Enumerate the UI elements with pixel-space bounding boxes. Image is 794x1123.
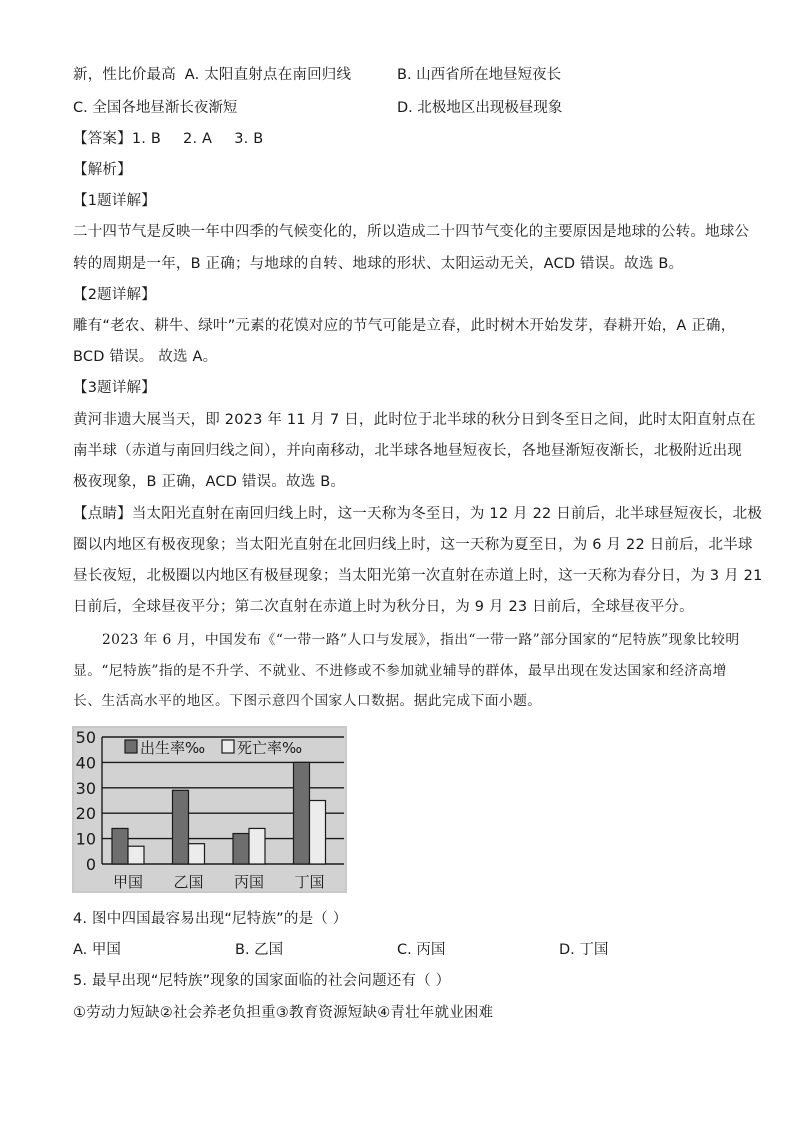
x-tick-label: 丁国 — [294, 873, 325, 891]
stem-line-1: 2023 年 6 月，中国发布《“一带一路”人口与发展》，指出“一带一路”部分国家的“尼特族”现象比较明 — [102, 632, 740, 648]
bar-乙国-死亡率‰ — [189, 844, 205, 864]
legend-swatch — [222, 740, 234, 753]
legend-swatch — [125, 740, 137, 753]
q3-line-1: 黄河非遗大展当天，即 2023 年 11 月 7 日，此时位于北半球的秋分日到冬至日之间，此时太阳直射点在 — [73, 412, 756, 428]
x-tick-label: 甲国 — [112, 873, 144, 891]
q3-option-d: D. 北极地区出现极昼现象 — [397, 100, 563, 116]
stem-line-2: 显。“尼特族”指的是不升学、不就业、不进修或不参加就业辅导的群体，最早出现在发达国家和经济高增 — [73, 663, 727, 679]
tip-line-2: 圈以内地区有极夜现象；当太阳光直射在北回归线上时，这一天称为夏至日，为 6 月 22 日前后，北半球 — [73, 537, 753, 553]
q5-options: ①劳动力短缺②社会养老负担重③教育资源短缺④青壮年就业困难 — [73, 1005, 494, 1021]
bar-乙国-出生率‰ — [173, 790, 189, 864]
y-tick-label: 0 — [85, 855, 96, 874]
bar-甲国-死亡率‰ — [128, 846, 144, 864]
q1-title: 【1题详解】 — [73, 193, 156, 209]
q4-option-b: B. 乙国 — [235, 942, 284, 958]
q4-option-d: D. 丁国 — [559, 942, 609, 958]
answer-item-1: 1. B — [131, 131, 162, 147]
bar-丁国-出生率‰ — [294, 762, 310, 864]
y-tick-label: 10 — [75, 829, 96, 849]
bar-丁国-死亡率‰ — [310, 801, 326, 865]
x-tick-label: 丙国 — [233, 873, 265, 891]
tip-line-1 — [73, 504, 762, 524]
q3-line-3: 极夜现象，B 正确，ACD 错误。故选 B。 — [73, 474, 346, 490]
q4-option-c: C. 丙国 — [397, 942, 446, 958]
q2-line-2: BCD 错误。 故选 A。 — [73, 349, 218, 365]
tip-label: 【点睛】 — [73, 506, 132, 522]
bar-甲国-出生率‰ — [112, 828, 128, 864]
answer-item-3: 3. B — [234, 131, 264, 147]
q3-prefix-text: 新，性比价最高 — [73, 67, 176, 83]
y-tick-label: 40 — [75, 753, 96, 773]
q3-title: 【3题详解】 — [73, 380, 156, 396]
q4-option-a: A. 甲国 — [73, 942, 121, 958]
q3-line-2: 南半球（赤道与南回归线之间），并向南移动，北半球各地昼短夜长，各地昼渐短夜渐长，北极附近出现 — [73, 443, 742, 459]
y-tick-label: 50 — [75, 728, 96, 747]
population-bar-chart — [72, 726, 347, 893]
x-tick-label: 乙国 — [173, 873, 204, 891]
q4-stem: 4. 图中四国最容易出现“尼特族”的是（ ） — [73, 911, 348, 927]
tip-line-4: 日前后，全球昼夜平分；第二次直射在赤道上时为秋分日，为 9 月 23 日前后，全球昼夜平分。 — [73, 599, 694, 615]
legend-label: 死亡率‰ — [237, 739, 303, 757]
bar-丙国-出生率‰ — [233, 834, 249, 864]
q5-stem: 5. 最早出现“尼特族”现象的国家面临的社会问题还有（ ） — [73, 973, 451, 989]
q3-option-b: B. 山西省所在地昼短夜长 — [397, 67, 562, 83]
y-tick-label: 20 — [75, 804, 96, 824]
tip-text-1: 当太阳光直射在南回归线上时，这一天称为冬至日，为 12 月 22 日前后，北半球昼短夜长，北极 — [131, 506, 763, 522]
answer-item-2: 2. A — [183, 131, 213, 147]
answer-row — [73, 129, 285, 149]
q1-line-2: 转的周期是一年，B 正确；与地球的自转、地球的形状、太阳运动无关，ACD 错误。故选 B。 — [73, 256, 684, 272]
q2-line-1: 雕有“老农、耕牛、绿叶”元素的花馍对应的节气可能是立春，此时树木开始发芽，春耕开始，A 正确， — [73, 318, 736, 334]
analysis-label: 【解析】 — [73, 162, 132, 178]
q3-option-a: A. 太阳直射点在南回归线 — [184, 67, 352, 83]
bar-丙国-死亡率‰ — [249, 828, 265, 864]
q1-line-1: 二十四节气是反映一年中四季的气候变化的，所以造成二十四节气变化的主要原因是地球的公转。地球公 — [73, 224, 750, 240]
y-tick-label: 30 — [75, 778, 96, 798]
q2-title: 【2题详解】 — [73, 287, 156, 303]
legend-label: 出生率‰ — [140, 739, 206, 757]
stem-line-3: 长、生活高水平的地区。下图示意四个国家人口数据。据此完成下面小题。 — [73, 693, 542, 709]
q3-option-c: C. 全国各地昼渐长夜渐短 — [73, 100, 238, 116]
q3-options-row-1 — [73, 65, 351, 85]
answer-label: 【答案】 — [73, 131, 132, 147]
tip-line-3: 昼长夜短，北极圈以内地区有极昼现象；当太阳光第一次直射在赤道上时，这一天称为春分日，为 3 月 21 — [73, 568, 763, 584]
